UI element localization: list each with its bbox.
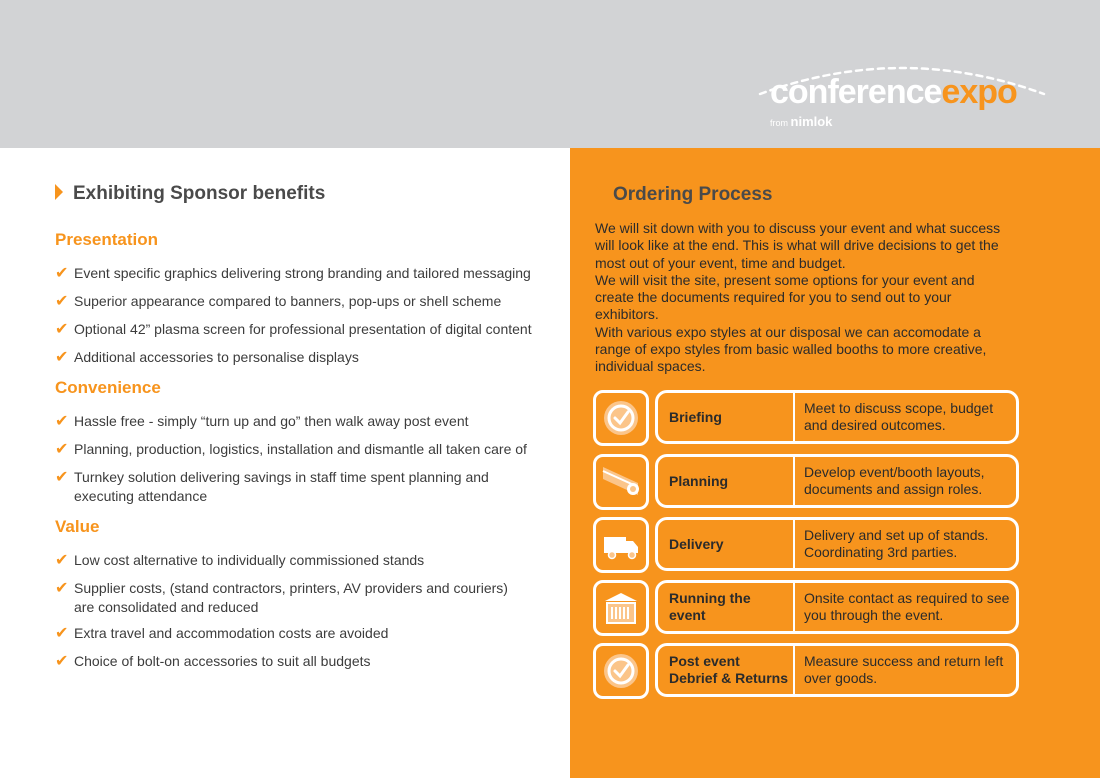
checkmark-icon: ✔ xyxy=(55,580,69,597)
benefit-text: Event specific graphics delivering strong branding and tailored messaging xyxy=(74,265,531,281)
benefit-item xyxy=(55,320,535,339)
stopwatch-icon xyxy=(600,650,642,692)
step-icon-box xyxy=(593,517,649,573)
process-step-post-event xyxy=(593,643,1019,699)
conferenceexpo-logo xyxy=(752,52,1052,132)
step-name: Planning xyxy=(669,472,729,489)
benefit-item xyxy=(55,624,535,643)
checkmark-icon: ✔ xyxy=(55,321,69,338)
checkmark-icon: ✔ xyxy=(55,293,69,310)
checkmark-icon: ✔ xyxy=(55,552,69,569)
blueprint-roll-icon xyxy=(600,461,642,503)
benefit-item xyxy=(55,348,535,367)
step-description: Develop event/booth layouts, documents and assign roles. xyxy=(804,464,985,497)
ordering-intro xyxy=(595,220,1015,376)
step-description: Onsite contact as required to see you through the event. xyxy=(804,590,1010,623)
section-heading-presentation: Presentation xyxy=(55,230,158,249)
benefit-text: Hassle free - simply “turn up and go” then walk away post event xyxy=(74,413,469,429)
benefit-item xyxy=(55,652,535,671)
benefit-text: Optional 42” plasma screen for professional presentation of digital content xyxy=(74,321,532,337)
step-description: Measure success and return left over goods. xyxy=(804,653,1004,686)
step-pill xyxy=(655,390,1019,444)
process-step-delivery xyxy=(593,517,1019,573)
benefit-text: Supplier costs, (stand contractors, printers, AV providers and couriers) are consolidated and reduced xyxy=(74,580,508,615)
benefit-item xyxy=(55,412,535,431)
benefit-text: Choice of bolt-on accessories to suit all budgets xyxy=(74,653,371,669)
step-pill xyxy=(655,580,1019,634)
process-step-planning xyxy=(593,454,1019,510)
intro-paragraph: We will visit the site, present some options for your event and create the documents required for you to send out to your exhibitors. xyxy=(595,271,975,323)
step-divider xyxy=(793,393,795,441)
step-divider xyxy=(793,646,795,694)
process-step-briefing xyxy=(593,390,1019,446)
intro-paragraph: With various expo styles at our disposal we can accomodate a range of expo styles from basic walled booths to more creative, individual spaces. xyxy=(595,323,987,375)
step-name: Post event Debrief & Returns xyxy=(669,653,789,686)
benefit-text: Planning, production, logistics, installation and dismantle all taken care of xyxy=(74,441,527,457)
step-description: Delivery and set up of stands. Coordinating 3rd parties. xyxy=(804,527,989,560)
section-heading-convenience: Convenience xyxy=(55,378,161,397)
step-icon-box xyxy=(593,643,649,699)
triangle-bullet-icon xyxy=(595,185,603,201)
benefit-text: Extra travel and accommodation costs are avoided xyxy=(74,625,389,641)
step-pill xyxy=(655,454,1019,508)
benefit-text: Additional accessories to personalise displays xyxy=(74,349,359,365)
checkmark-icon: ✔ xyxy=(55,413,69,430)
logo-from-nimlok xyxy=(770,114,832,129)
benefit-text: Low cost alternative to individually commissioned stands xyxy=(74,552,425,568)
process-step-running xyxy=(593,580,1019,636)
checkmark-icon: ✔ xyxy=(55,349,69,366)
section-heading-value: Value xyxy=(55,517,100,536)
logo-word-conference: conference xyxy=(770,73,942,111)
step-divider xyxy=(793,520,795,568)
benefit-item xyxy=(55,579,515,617)
step-name: Delivery xyxy=(669,535,724,552)
checkmark-icon: ✔ xyxy=(55,469,69,486)
step-divider xyxy=(793,583,795,631)
benefit-item xyxy=(55,468,495,506)
logo-nimlok: nimlok xyxy=(790,114,833,129)
step-icon-box xyxy=(593,580,649,636)
expo-stand-icon xyxy=(600,587,642,629)
benefit-text: Superior appearance compared to banners, pop-ups or shell scheme xyxy=(74,293,502,309)
step-name: Running the event xyxy=(669,590,751,623)
benefit-item xyxy=(55,264,535,283)
delivery-truck-icon xyxy=(600,524,642,566)
triangle-bullet-icon xyxy=(55,184,63,200)
intro-paragraph: We will sit down with you to discuss your event and what success will look like at the end. This is what will drive decisions to get the most out of your event, time and budget. xyxy=(595,220,1001,271)
step-description: Meet to discuss scope, budget and desired outcomes. xyxy=(804,400,994,433)
logo-wordmark xyxy=(770,74,1017,110)
checkmark-icon: ✔ xyxy=(55,653,69,670)
benefit-item xyxy=(55,292,535,311)
benefits-heading xyxy=(55,183,325,205)
benefits-heading-text: Exhibiting Sponsor benefits xyxy=(73,183,326,204)
logo-from-label: from xyxy=(770,118,788,128)
ordering-heading xyxy=(595,184,772,206)
benefit-text: Turnkey solution delivering savings in staff time spent planning and executing attendance xyxy=(74,469,489,504)
logo-word-expo: expo xyxy=(941,73,1017,111)
ordering-heading-text: Ordering Process xyxy=(613,184,773,205)
checkmark-icon: ✔ xyxy=(55,265,69,282)
step-icon-box xyxy=(593,390,649,446)
checkmark-icon: ✔ xyxy=(55,441,69,458)
step-icon-box xyxy=(593,454,649,510)
benefit-item xyxy=(55,440,535,459)
step-divider xyxy=(793,457,795,505)
step-pill xyxy=(655,517,1019,571)
step-name: Briefing xyxy=(669,408,722,425)
stopwatch-icon xyxy=(600,397,642,439)
step-pill xyxy=(655,643,1019,697)
benefit-item xyxy=(55,551,535,570)
checkmark-icon: ✔ xyxy=(55,625,69,642)
